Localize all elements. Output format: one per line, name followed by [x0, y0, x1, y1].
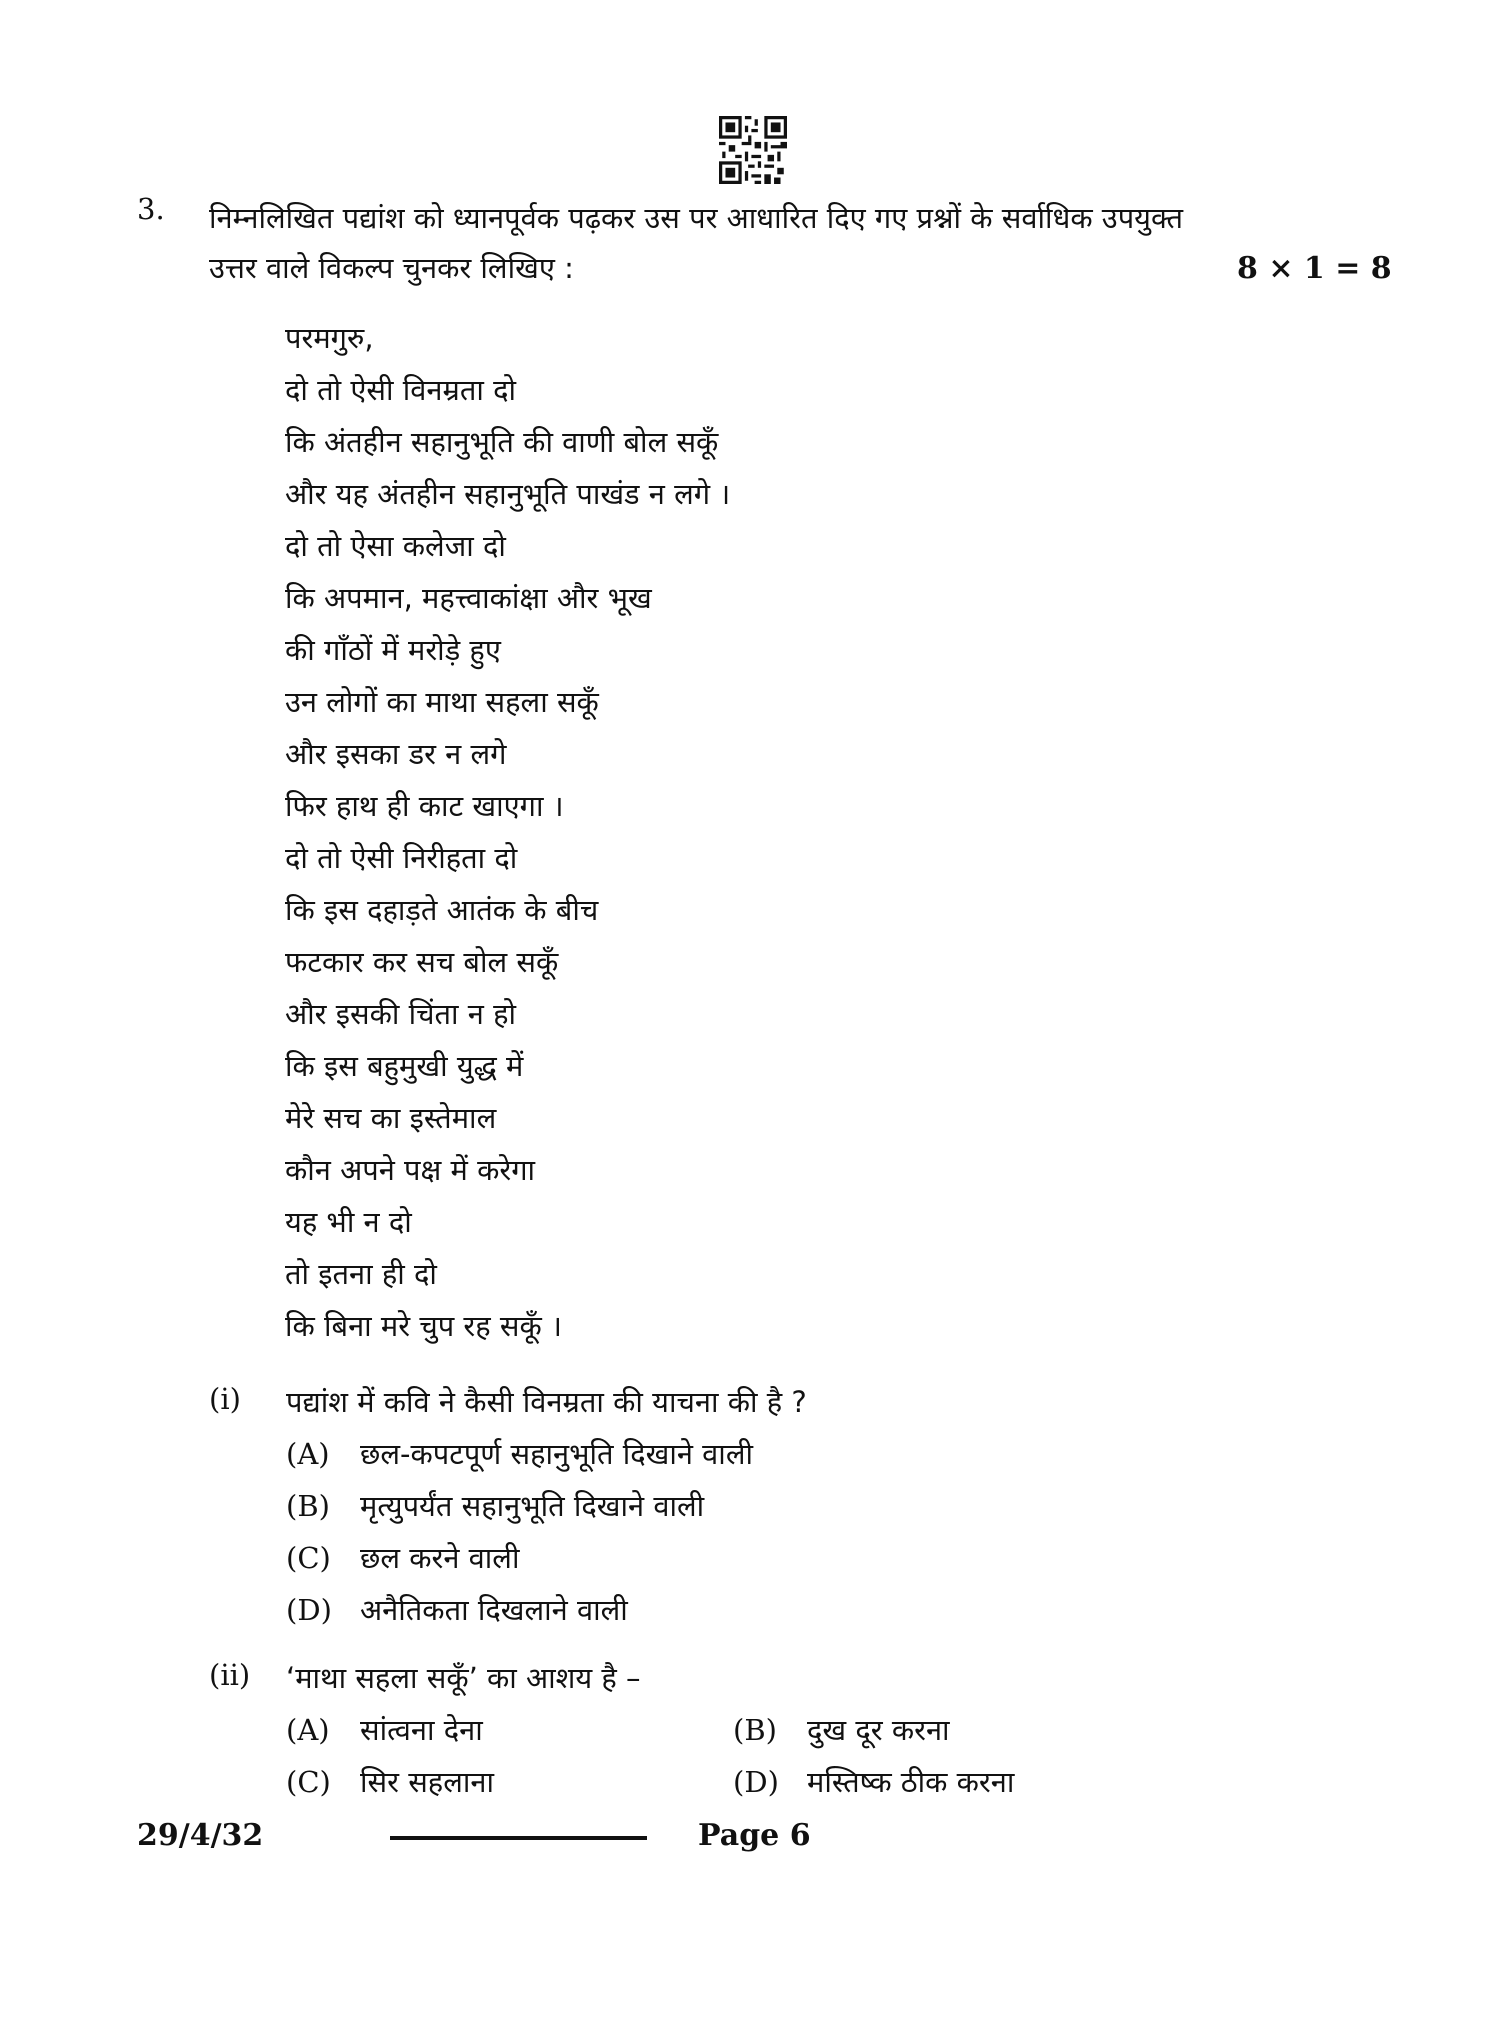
- poem-line: कि इस दहाड़ते आतंक के बीच: [285, 893, 599, 927]
- option-text: छल करने वाली: [360, 1541, 520, 1575]
- option-text: सांत्वना देना: [360, 1713, 483, 1747]
- option-ii-d[interactable]: [733, 1762, 1014, 1801]
- poem-line: फटकार कर सच बोल सकूँ: [285, 945, 559, 979]
- option-label: (D): [733, 1765, 779, 1799]
- poem-line: कि अंतहीन सहानुभूति की वाणी बोल सकूँ: [285, 425, 719, 459]
- poem-line: तो इतना ही दो: [285, 1257, 437, 1291]
- option-text: मस्तिष्क ठीक करना: [807, 1765, 1015, 1799]
- footer-divider: [390, 1836, 647, 1840]
- sub-question-label: (i): [209, 1382, 241, 1416]
- poem-line: कि इस बहुमुखी युद्ध में: [285, 1049, 524, 1083]
- question-instruction: निम्नलिखित पद्यांश को ध्यानपूर्वक पढ़कर उस पर आधारित दिए गए प्रश्नों के सर्वाधिक उपयुक्त: [209, 201, 1184, 235]
- poem-line: और यह अंतहीन सहानुभूति पाखंड न लगे ।: [285, 477, 731, 511]
- option-text: छल-कपटपूर्ण सहानुभूति दिखाने वाली: [360, 1437, 753, 1471]
- paper-code: 29/4/32: [137, 1818, 264, 1853]
- option-label: (A): [286, 1437, 330, 1471]
- page-number: Page 6: [698, 1818, 811, 1853]
- option-label: (B): [733, 1713, 777, 1747]
- option-text: सिर सहलाना: [360, 1765, 494, 1799]
- poem-line: कि अपमान, महत्त्वाकांक्षा और भूख: [285, 581, 652, 615]
- option-label: (D): [286, 1593, 332, 1627]
- question-number: 3.: [137, 192, 165, 226]
- option-label: (B): [286, 1489, 330, 1523]
- option-i-b[interactable]: [286, 1486, 704, 1525]
- option-ii-c[interactable]: [286, 1762, 494, 1801]
- option-i-c[interactable]: [286, 1538, 519, 1577]
- qr-code-icon: [719, 116, 787, 184]
- poem-line: दो तो ऐसी विनम्रता दो: [285, 373, 516, 407]
- poem-line: और इसका डर न लगे: [285, 737, 507, 771]
- marks-allocation: 8 × 1 = 8: [1237, 251, 1392, 286]
- question-instruction-continued: उत्तर वाले विकल्प चुनकर लिखिए :: [209, 251, 574, 285]
- option-label: (A): [286, 1713, 330, 1747]
- poem-line: फिर हाथ ही काट खाएगा ।: [285, 789, 564, 823]
- poem-passage: [285, 312, 730, 1352]
- poem-line: परमगुरु,: [285, 321, 374, 355]
- poem-line: मेरे सच का इस्तेमाल: [285, 1101, 497, 1135]
- poem-line: दो तो ऐसी निरीहता दो: [285, 841, 518, 875]
- option-i-a[interactable]: [286, 1434, 753, 1473]
- poem-line: और इसकी चिंता न हो: [285, 997, 516, 1031]
- option-text: मृत्युपर्यंत सहानुभूति दिखाने वाली: [360, 1489, 705, 1523]
- poem-line: की गाँठों में मरोड़े हुए: [285, 633, 501, 667]
- sub-question-text: ‘माथा सहला सकूँ’ का आशय है –: [286, 1661, 641, 1695]
- poem-line: यह भी न दो: [285, 1205, 412, 1239]
- poem-line: दो तो ऐसा कलेजा दो: [285, 529, 506, 563]
- option-ii-b[interactable]: [733, 1710, 950, 1749]
- option-text: अनैतिकता दिखलाने वाली: [360, 1593, 628, 1627]
- sub-question-text: पद्यांश में कवि ने कैसी विनम्रता की याचना की है ?: [286, 1385, 807, 1419]
- poem-line: कि बिना मरे चुप रह सकूँ ।: [285, 1309, 562, 1343]
- poem-line: उन लोगों का माथा सहला सकूँ: [285, 685, 599, 719]
- sub-question-label: (ii): [209, 1658, 251, 1692]
- option-label: (C): [286, 1765, 331, 1799]
- poem-line: कौन अपने पक्ष में करेगा: [285, 1153, 536, 1187]
- option-text: दुख दूर करना: [807, 1713, 950, 1747]
- option-i-d[interactable]: [286, 1590, 628, 1629]
- option-ii-a[interactable]: [286, 1710, 483, 1749]
- option-label: (C): [286, 1541, 331, 1575]
